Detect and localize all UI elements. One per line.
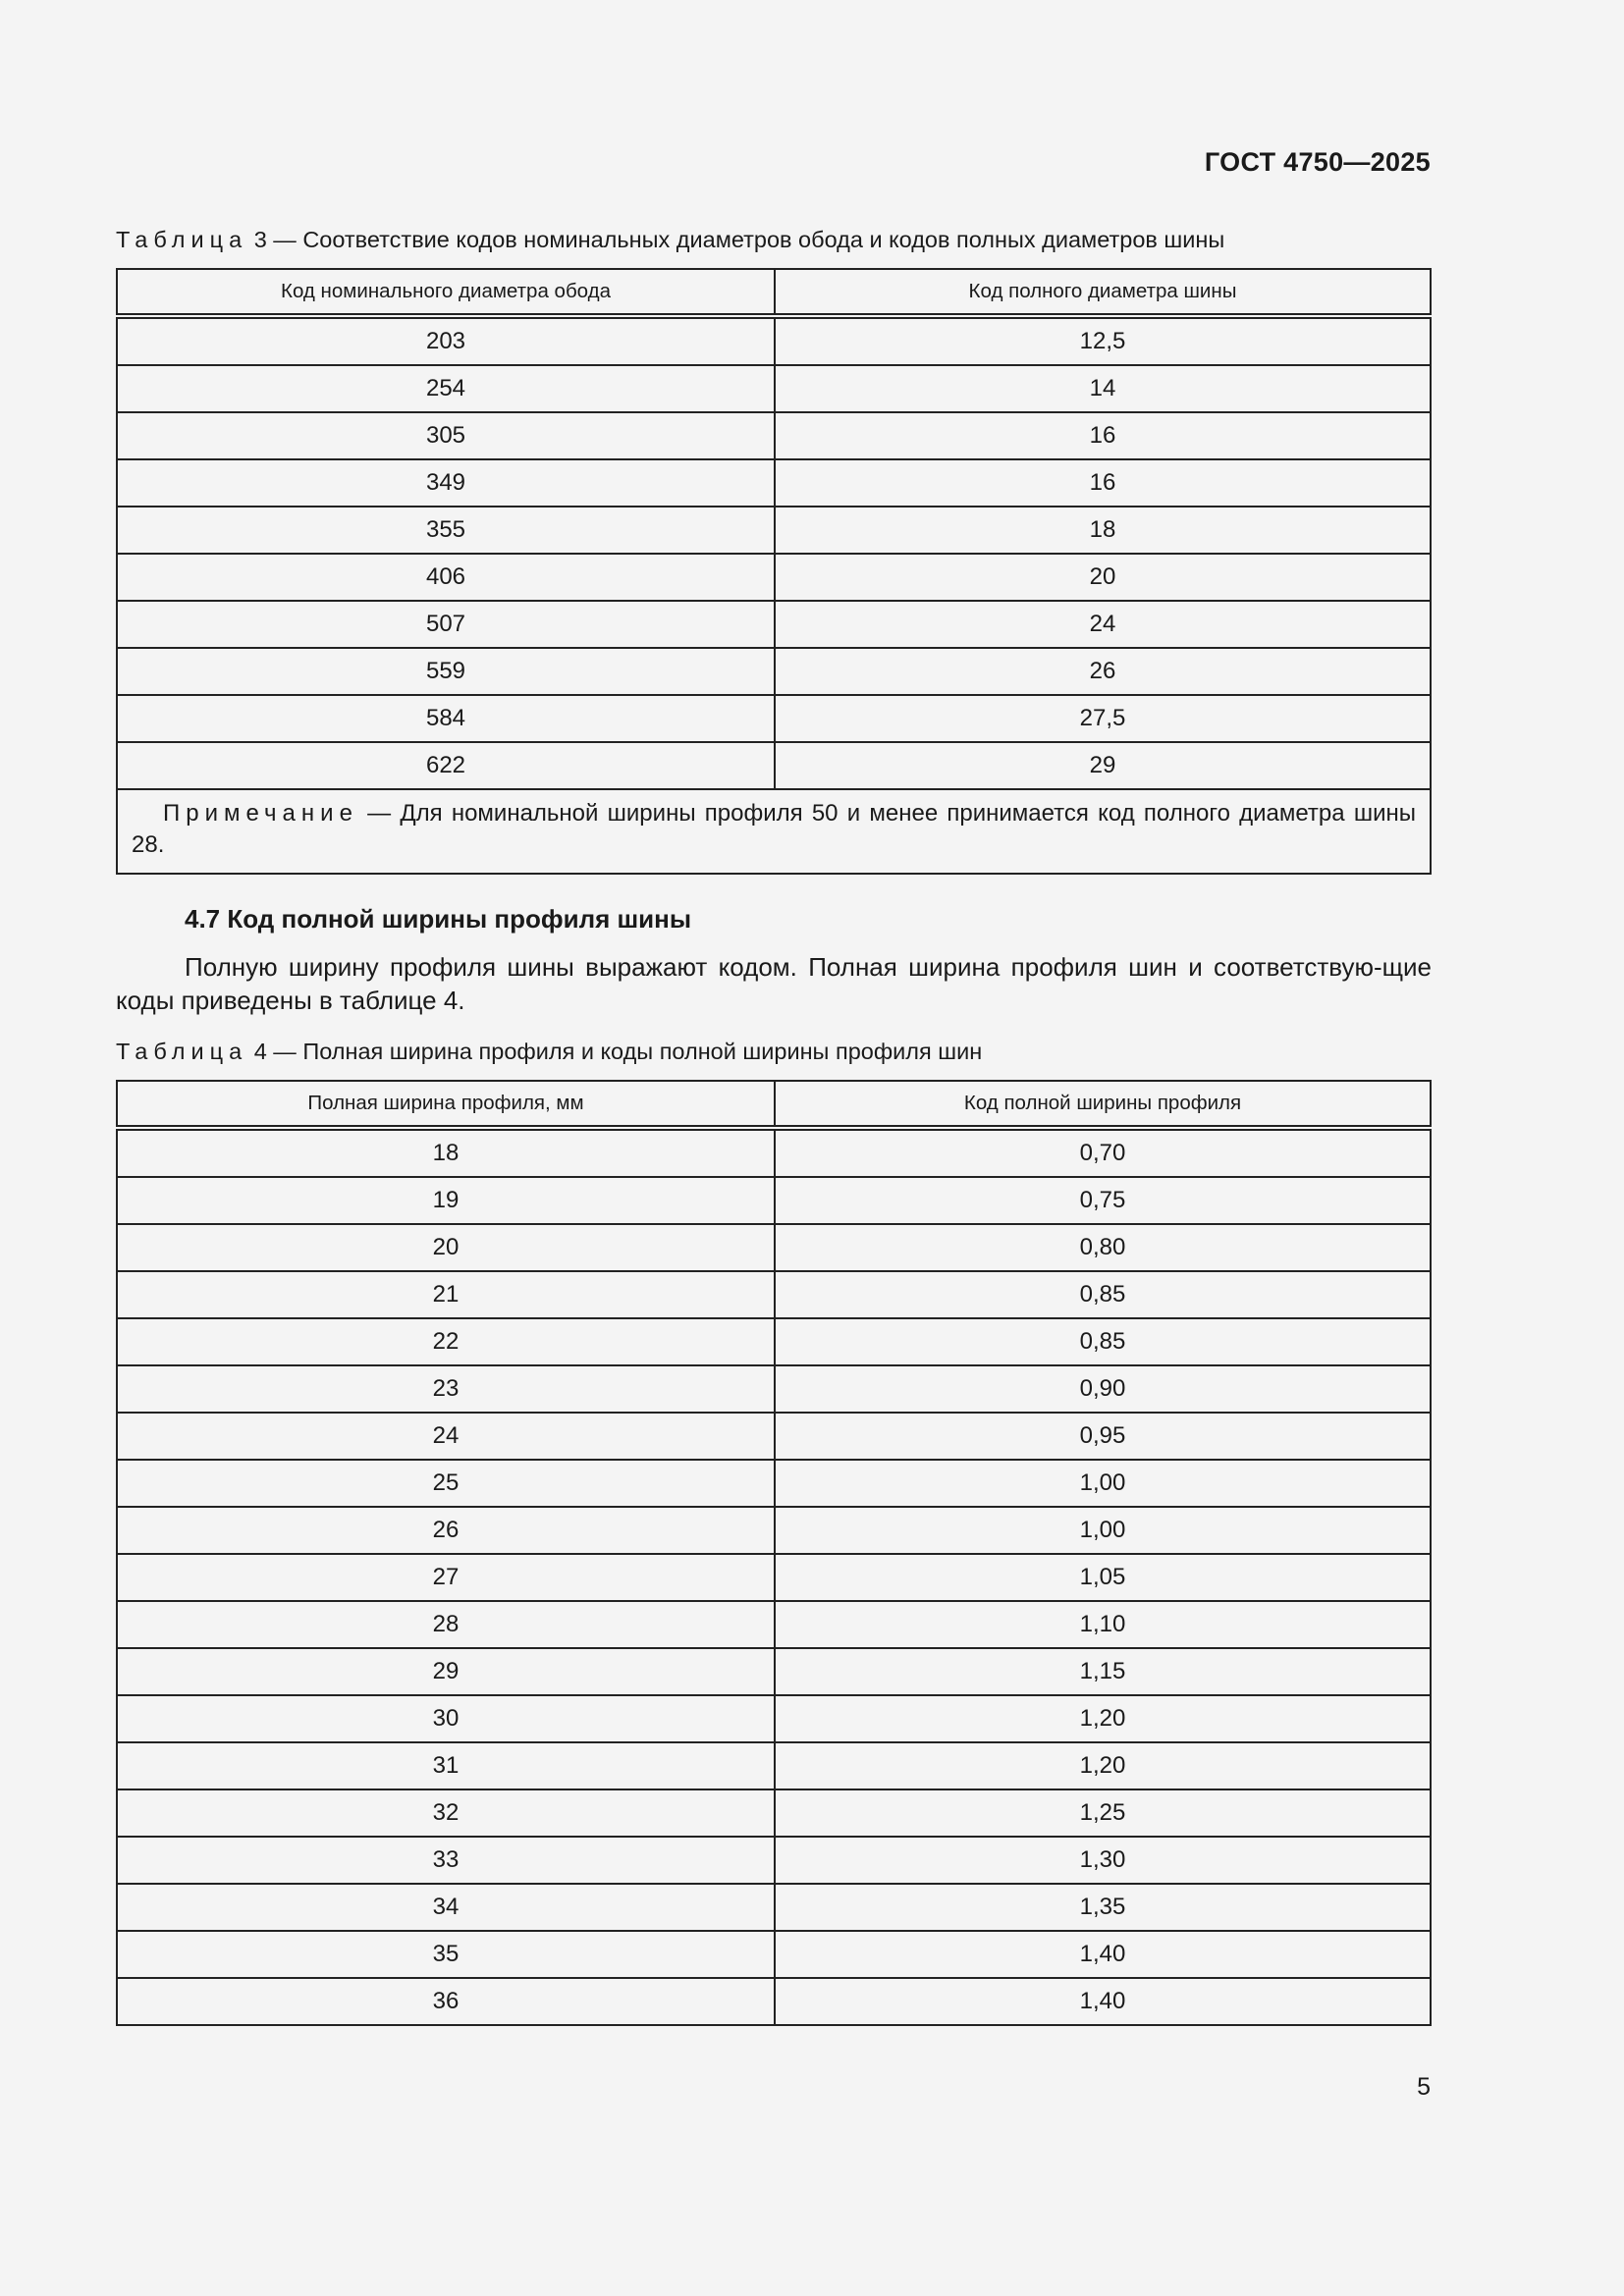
table-cell-key: 20 xyxy=(117,1224,775,1271)
table-cell-key: 349 xyxy=(117,459,775,507)
table-row xyxy=(117,1177,1431,1224)
table-cell-value: 1,35 xyxy=(775,1884,1431,1931)
section-paragraph xyxy=(116,950,1432,1017)
table-cell-value: 1,20 xyxy=(775,1695,1431,1742)
table-cell-key: 36 xyxy=(117,1978,775,2025)
table4-caption-label: Таблица xyxy=(116,1039,248,1064)
table3-body xyxy=(117,316,1431,789)
table3-caption xyxy=(116,227,1224,253)
note-label: Примечание xyxy=(163,800,358,827)
section-title: 4.7 Код полной ширины профиля шины xyxy=(185,904,692,934)
table-cell-value: 1,00 xyxy=(775,1460,1431,1507)
table3-col-header: Код номинального диаметра обода xyxy=(117,269,775,316)
table3-note-row xyxy=(117,789,1431,874)
table-row xyxy=(117,1978,1431,2025)
table-row xyxy=(117,1648,1431,1695)
table-cell-key: 584 xyxy=(117,695,775,742)
table-cell-value: 0,70 xyxy=(775,1128,1431,1177)
table-cell-value: 16 xyxy=(775,412,1431,459)
table-cell-key: 26 xyxy=(117,1507,775,1554)
table3-col-header: Код полного диаметра шины xyxy=(775,269,1431,316)
table-cell-value: 14 xyxy=(775,365,1431,412)
table-cell-key: 30 xyxy=(117,1695,775,1742)
table-row xyxy=(117,316,1431,365)
table-cell-key: 29 xyxy=(117,1648,775,1695)
table-cell-key: 27 xyxy=(117,1554,775,1601)
table3-header-row xyxy=(117,269,1431,316)
table-cell-value: 1,40 xyxy=(775,1931,1431,1978)
table-cell-value: 1,05 xyxy=(775,1554,1431,1601)
table-cell-key: 22 xyxy=(117,1318,775,1365)
table4-caption xyxy=(116,1039,982,1065)
table-cell-value: 1,10 xyxy=(775,1601,1431,1648)
table3-note xyxy=(117,789,1431,874)
table-row xyxy=(117,1413,1431,1460)
table-cell-key: 25 xyxy=(117,1460,775,1507)
table-cell-value: 0,85 xyxy=(775,1318,1431,1365)
table-row xyxy=(117,1128,1431,1177)
table-row xyxy=(117,365,1431,412)
table-row xyxy=(117,695,1431,742)
table-row xyxy=(117,601,1431,648)
table-cell-key: 507 xyxy=(117,601,775,648)
table-row xyxy=(117,1460,1431,1507)
note-text: — Для номинальной ширины профиля 50 и менее принимается код полного диаметра шины 28. xyxy=(132,800,1416,858)
table3 xyxy=(116,268,1432,875)
table-row xyxy=(117,507,1431,554)
table4-body xyxy=(117,1128,1431,2025)
table3-caption-text: 3 — Соответствие кодов номинальных диаметров обода и кодов полных диаметров шины xyxy=(253,227,1225,252)
table-cell-value: 24 xyxy=(775,601,1431,648)
table-cell-value: 1,40 xyxy=(775,1978,1431,2025)
table-cell-value: 1,20 xyxy=(775,1742,1431,1789)
table-row xyxy=(117,742,1431,789)
table-cell-key: 21 xyxy=(117,1271,775,1318)
table-cell-key: 305 xyxy=(117,412,775,459)
table-cell-value: 0,95 xyxy=(775,1413,1431,1460)
table-cell-value: 26 xyxy=(775,648,1431,695)
table-cell-key: 19 xyxy=(117,1177,775,1224)
section-paragraph-text: Полную ширину профиля шины выражают кодом. Полная ширина профиля шин и соответствую-щие коды приведены в таблице 4. xyxy=(116,952,1432,1015)
table-cell-key: 203 xyxy=(117,316,775,365)
table-row xyxy=(117,1318,1431,1365)
table-cell-value: 18 xyxy=(775,507,1431,554)
table-row xyxy=(117,554,1431,601)
table-cell-value: 29 xyxy=(775,742,1431,789)
table-row xyxy=(117,1789,1431,1837)
table3-caption-label: Таблица xyxy=(116,227,248,252)
table-cell-value: 1,15 xyxy=(775,1648,1431,1695)
table-row xyxy=(117,1507,1431,1554)
table4-col-header: Полная ширина профиля, мм xyxy=(117,1081,775,1128)
table4-col-header: Код полной ширины профиля xyxy=(775,1081,1431,1128)
table-row xyxy=(117,1554,1431,1601)
table-cell-value: 0,85 xyxy=(775,1271,1431,1318)
table-cell-key: 34 xyxy=(117,1884,775,1931)
table-row xyxy=(117,1931,1431,1978)
table-row xyxy=(117,1224,1431,1271)
page-number: 5 xyxy=(1417,2073,1431,2101)
table-row xyxy=(117,1271,1431,1318)
table-row xyxy=(117,648,1431,695)
table-cell-value: 1,30 xyxy=(775,1837,1431,1884)
table-cell-key: 254 xyxy=(117,365,775,412)
table-cell-key: 31 xyxy=(117,1742,775,1789)
table-cell-key: 35 xyxy=(117,1931,775,1978)
table-cell-key: 28 xyxy=(117,1601,775,1648)
table-cell-key: 23 xyxy=(117,1365,775,1413)
table-row xyxy=(117,1884,1431,1931)
table-cell-value: 1,00 xyxy=(775,1507,1431,1554)
table-cell-key: 18 xyxy=(117,1128,775,1177)
table-row xyxy=(117,1837,1431,1884)
table-row xyxy=(117,1695,1431,1742)
table-cell-key: 355 xyxy=(117,507,775,554)
document-number: ГОСТ 4750—2025 xyxy=(1204,147,1431,177)
table-cell-value: 0,75 xyxy=(775,1177,1431,1224)
table-row xyxy=(117,1365,1431,1413)
table-row xyxy=(117,412,1431,459)
table-cell-key: 406 xyxy=(117,554,775,601)
table-cell-key: 559 xyxy=(117,648,775,695)
table-cell-value: 16 xyxy=(775,459,1431,507)
table-cell-value: 12,5 xyxy=(775,316,1431,365)
table-cell-key: 24 xyxy=(117,1413,775,1460)
table-cell-key: 32 xyxy=(117,1789,775,1837)
table4 xyxy=(116,1080,1432,2026)
table-cell-value: 20 xyxy=(775,554,1431,601)
table-row xyxy=(117,1601,1431,1648)
table4-caption-text: 4 — Полная ширина профиля и коды полной ширины профиля шин xyxy=(253,1039,983,1064)
table-cell-value: 27,5 xyxy=(775,695,1431,742)
table-cell-value: 0,90 xyxy=(775,1365,1431,1413)
table-cell-value: 0,80 xyxy=(775,1224,1431,1271)
table4-header-row xyxy=(117,1081,1431,1128)
table-cell-key: 33 xyxy=(117,1837,775,1884)
table-cell-value: 1,25 xyxy=(775,1789,1431,1837)
table-row xyxy=(117,459,1431,507)
table-cell-key: 622 xyxy=(117,742,775,789)
table-row xyxy=(117,1742,1431,1789)
